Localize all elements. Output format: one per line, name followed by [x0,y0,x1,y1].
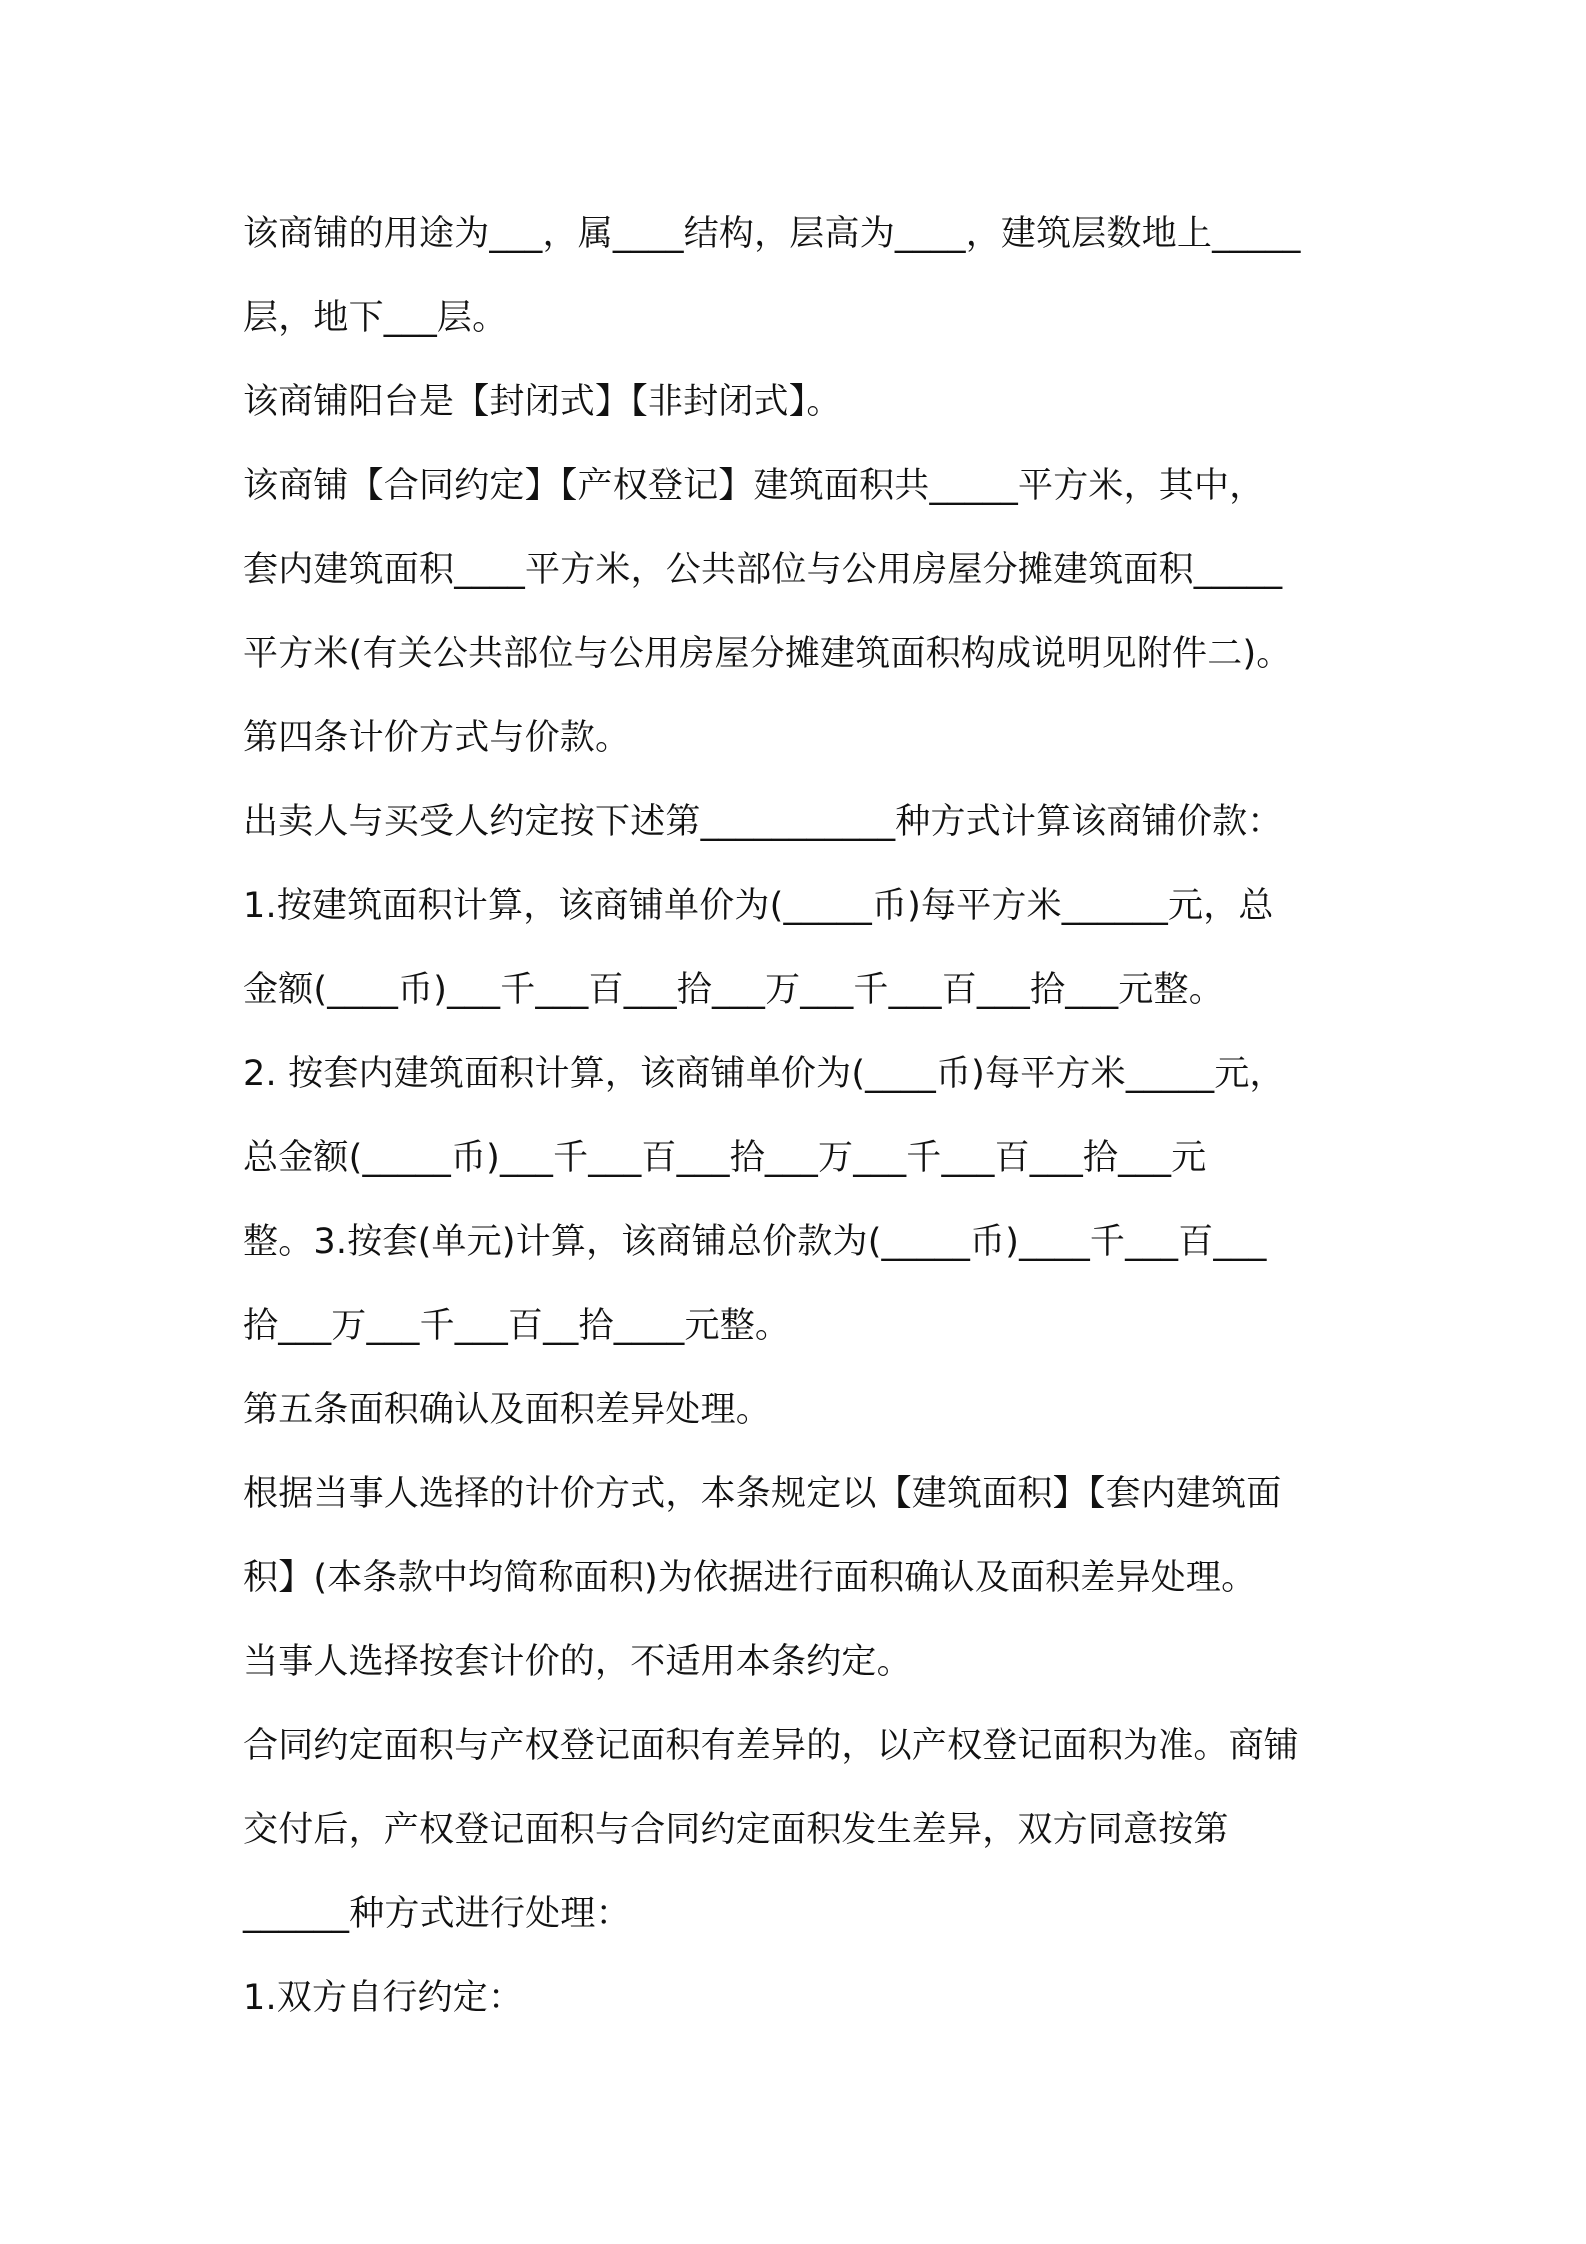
text-line: 层，地下___层。 [243,298,508,338]
text-line: 该商铺【合同约定】【产权登记】建筑面积共_____平方米，其中， [243,466,1265,506]
text-line: 当事人选择按套计价的，不适用本条约定。 [243,1642,912,1682]
text-line: 整。3.按套(单元)计算，该商铺总价款为(_____币)____千___百___ [243,1222,1267,1262]
text-line: 该商铺的用途为___，属____结构，层高为____，建筑层数地上_____ [243,214,1301,254]
text-line: 平方米(有关公共部位与公用房屋分摊建筑面积构成说明见附件二)。 [243,634,1292,674]
text-line: 1.双方自行约定： [243,1978,524,2018]
text-line: 积】(本条款中均简称面积)为依据进行面积确认及面积差异处理。 [243,1558,1257,1598]
text-line: 交付后，产权登记面积与合同约定面积发生差异，双方同意按第 [243,1810,1229,1850]
text-line: 出卖人与买受人约定按下述第___________种方式计算该商铺价款： [243,802,1283,842]
text-line: ______种方式进行处理： [243,1894,631,1934]
text-line: 总金额(_____币)___千___百___拾___万___千___百___拾___元 [243,1138,1207,1178]
text-line: 2. 按套内建筑面积计算，该商铺单价为(____币)每平方米_____元， [243,1054,1285,1094]
text-line: 合同约定面积与产权登记面积有差异的，以产权登记面积为准。商铺 [243,1726,1300,1766]
section-heading: 第五条面积确认及面积差异处理。 [243,1390,772,1430]
text-line: 金额(____币)___千___百___拾___万___千___百___拾___元整。 [243,970,1224,1010]
text-line: 1.按建筑面积计算，该商铺单价为(_____币)每平方米______元，总 [243,886,1274,926]
text-line: 套内建筑面积____平方米，公共部位与公用房屋分摊建筑面积_____ [243,550,1283,590]
text-line: 根据当事人选择的计价方式，本条规定以【建筑面积】【套内建筑面 [243,1474,1282,1514]
section-heading: 第四条计价方式与价款。 [243,718,631,758]
document-body [243,192,1353,2040]
text-line: 该商铺阳台是【封闭式】【非封闭式】。 [243,382,842,422]
text-line: 拾___万___千___百__拾____元整。 [243,1306,791,1346]
